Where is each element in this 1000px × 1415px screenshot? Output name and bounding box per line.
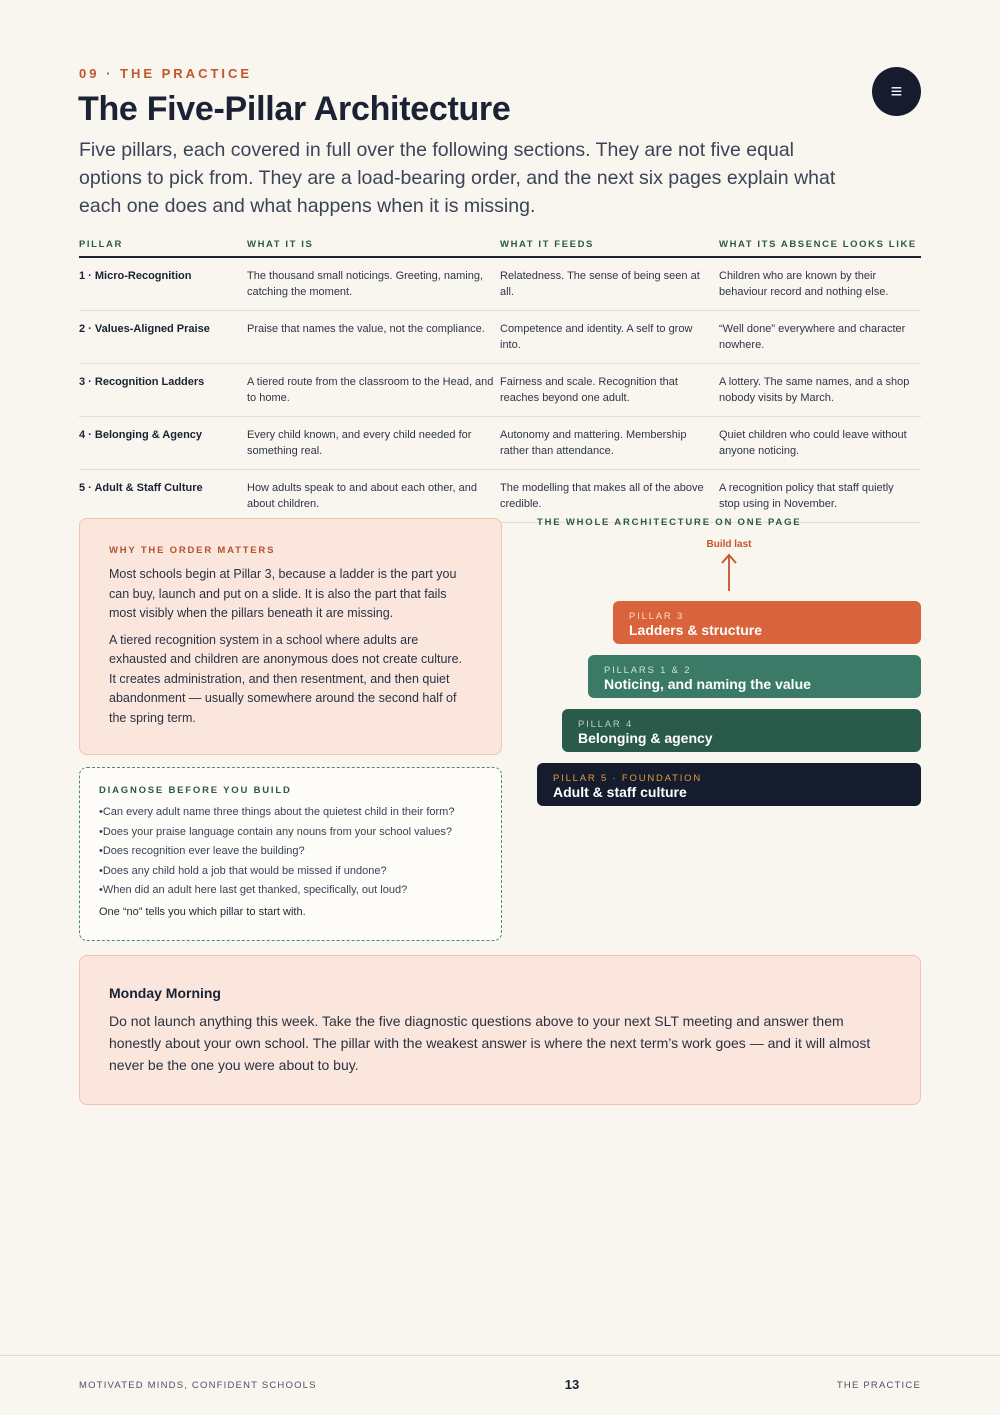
list-item: • Does any child hold a job that would be missed if undone? <box>99 862 481 882</box>
column-header-what: WHAT IT IS <box>247 234 500 257</box>
tier-pillar-3 <box>613 601 921 644</box>
page-title: The Five-Pillar Architecture <box>78 90 511 128</box>
cell-feeds: Autonomy and mattering. Membership rather than attendance. <box>500 417 719 470</box>
tier-kicker: PILLAR 3 <box>629 611 685 622</box>
column-header-absence: WHAT ITS ABSENCE LOOKS LIKE <box>719 234 921 257</box>
cell-pillar: 4 · Belonging & Agency <box>79 417 247 470</box>
footer-section-title: THE PRACTICE <box>836 1380 921 1391</box>
table-row <box>79 364 921 417</box>
list-item: • When did an adult here last get thanked, specifically, out loud? <box>99 881 481 901</box>
cell-pillar: 1 · Micro-Recognition <box>79 257 247 311</box>
footer-book-title: MOTIVATED MINDS, CONFIDENT SCHOOLS <box>79 1380 317 1391</box>
why-order-matters-box <box>79 518 502 755</box>
cell-absence: “Well done” everywhere and character nowhere. <box>719 311 921 364</box>
tier-name: Ladders & structure <box>629 622 763 638</box>
diagnose-question-list <box>99 803 481 901</box>
monday-title: Monday Morning <box>109 985 221 1001</box>
cell-feeds: Competence and identity. A self to grow into. <box>500 311 719 364</box>
list-item: • Does recognition ever leave the building? <box>99 842 481 862</box>
table-row <box>79 470 921 523</box>
cell-feeds: The modelling that makes all of the above credible. <box>500 470 719 523</box>
build-last-label: Build last <box>706 539 752 550</box>
arrow-up-icon <box>717 552 741 592</box>
column-header-feeds: WHAT IT FEEDS <box>500 234 719 257</box>
tier-pillar-5-foundation <box>537 763 921 806</box>
tier-name: Adult & staff culture <box>553 784 687 800</box>
tier-pillars-1-2 <box>588 655 921 698</box>
cell-what: A tiered route from the classroom to the Head, and to home. <box>247 364 500 417</box>
list-item: • Does your praise language contain any nouns from your school values? <box>99 823 481 843</box>
table-row <box>79 417 921 470</box>
diagnose-box <box>79 767 502 941</box>
why-box-label: WHY THE ORDER MATTERS <box>109 545 276 556</box>
cell-feeds: Relatedness. The sense of being seen at all. <box>500 257 719 311</box>
tier-kicker: PILLAR 5 · FOUNDATION <box>553 773 703 784</box>
diagnose-box-label: DIAGNOSE BEFORE YOU BUILD <box>99 785 292 796</box>
tier-pillar-4 <box>562 709 921 752</box>
architecture-label: THE WHOLE ARCHITECTURE ON ONE PAGE <box>537 517 802 528</box>
intro-paragraph: Five pillars, each covered in full over the following sections. They are not five equal options to pick from. They are a load-bearing order, and the next six pages explain what each one does and what happens when it is missing. <box>79 139 836 217</box>
cell-pillar: 5 · Adult & Staff Culture <box>79 470 247 523</box>
footer-divider <box>0 1355 1000 1356</box>
table-header-row <box>79 234 921 257</box>
column-header-pillar: PILLAR <box>79 234 247 257</box>
monday-morning-box <box>79 955 921 1105</box>
cell-what: How adults speak to and about each other, and about children. <box>247 470 500 523</box>
page-number: 13 <box>564 1377 580 1392</box>
monday-text: Do not launch anything this week. Take the five diagnostic questions above to your next SLT meeting and answer them honestly about your own school. The pillar with the weakest answer is where the next term’s work goes — and it will almost never be the one you were about to buy. <box>109 1013 871 1073</box>
why-paragraph-1: Most schools begin at Pillar 3, because a ladder is the part you can buy, launch and put on a slide. It is also the part that fails most visibly when the pillars beneath it are missing. <box>109 567 457 620</box>
cell-absence: A recognition policy that staff quietly stop using in November. <box>719 470 921 523</box>
tier-name: Belonging & agency <box>578 730 713 746</box>
table-row <box>79 311 921 364</box>
cell-pillar: 2 · Values-Aligned Praise <box>79 311 247 364</box>
cell-pillar: 3 · Recognition Ladders <box>79 364 247 417</box>
menu-button[interactable] <box>872 67 921 116</box>
tier-name: Noticing, and naming the value <box>604 676 811 692</box>
diagnose-footnote: One “no” tells you which pillar to start with. <box>99 905 306 918</box>
cell-what: The thousand small noticings. Greeting, naming, catching the moment. <box>247 257 500 311</box>
tier-kicker: PILLARS 1 & 2 <box>604 665 692 676</box>
cell-what: Praise that names the value, not the compliance. <box>247 311 500 364</box>
cell-what: Every child known, and every child needed for something real. <box>247 417 500 470</box>
cell-absence: Children who are known by their behaviour record and nothing else. <box>719 257 921 311</box>
cell-absence: A lottery. The same names, and a shop nobody visits by March. <box>719 364 921 417</box>
cell-absence: Quiet children who could leave without anyone noticing. <box>719 417 921 470</box>
cell-feeds: Fairness and scale. Recognition that reaches beyond one adult. <box>500 364 719 417</box>
pillar-table <box>79 234 921 523</box>
why-paragraph-2: A tiered recognition system in a school where adults are exhausted and children are anonymous does not create culture. It creates administration, and then resentment, and then quiet abandonment — usually somewhere around the second half of the spring term. <box>109 632 463 725</box>
table-row <box>79 257 921 311</box>
menu-icon: ≡ <box>890 80 903 103</box>
list-item: • Can every adult name three things about the quietest child in their form? <box>99 803 481 823</box>
tier-kicker: PILLAR 4 <box>578 719 634 730</box>
section-eyebrow: 09 · THE PRACTICE <box>79 66 253 81</box>
